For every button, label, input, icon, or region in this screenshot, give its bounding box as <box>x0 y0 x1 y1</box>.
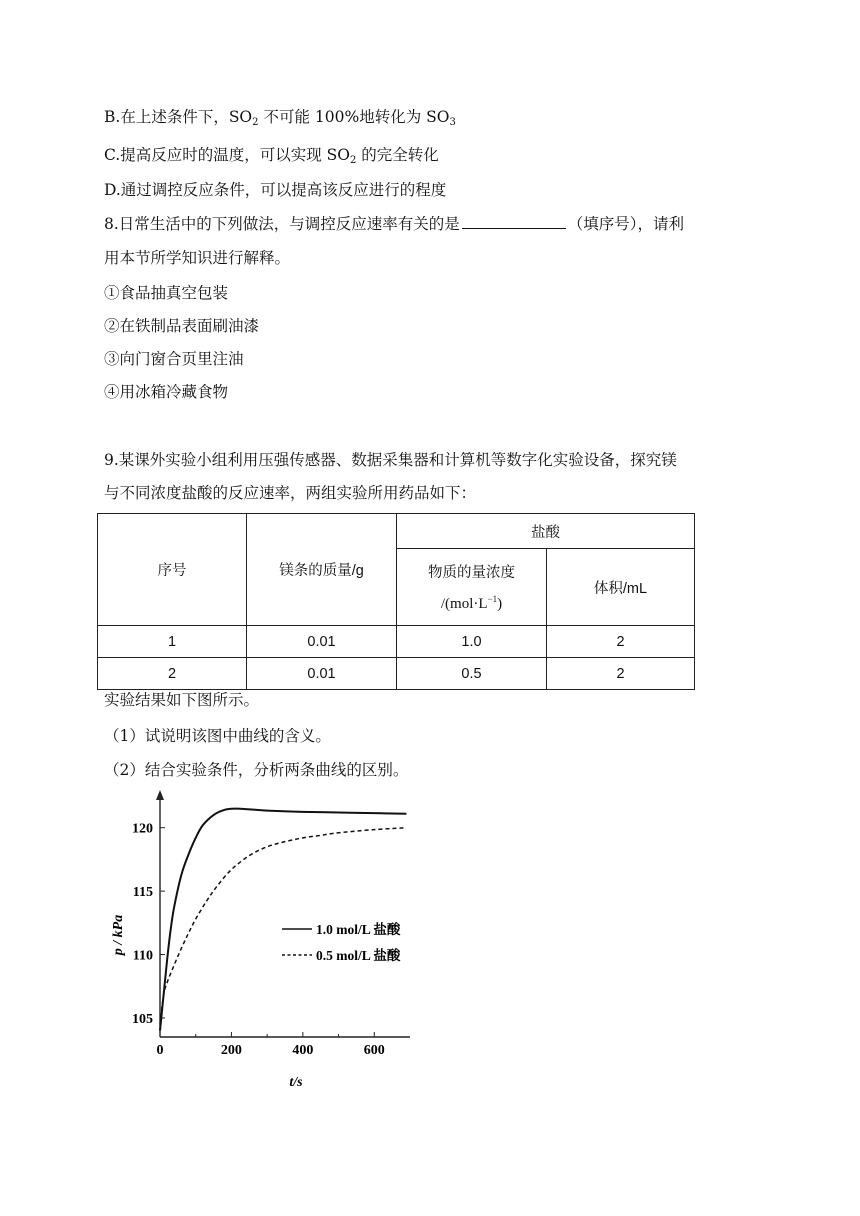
y-tick-label: 120 <box>132 821 153 837</box>
header-acid: 盐酸 <box>397 514 695 549</box>
option-d: D.通过调控反应条件，可以提高该反应进行的程度 <box>104 181 447 199</box>
unit-close: ) <box>497 596 503 612</box>
table-row <box>98 626 695 658</box>
q8-item: ④用冰箱冷藏食物 <box>104 383 229 401</box>
legend-label: 1.0 mol/L 盐酸 <box>316 922 401 937</box>
x-tick-label: 0 <box>156 1043 164 1058</box>
option-c-text-1: C.提高反应时的温度，可以实现 SO <box>104 146 350 164</box>
q9-result: 实验结果如下图所示。 <box>104 691 260 709</box>
pressure-chart <box>104 790 424 1100</box>
x-tick-label: 400 <box>292 1043 314 1058</box>
cell-index: 2 <box>98 658 247 690</box>
q8-item: ②在铁制品表面刷油漆 <box>104 317 260 335</box>
chart-lines <box>160 809 406 1031</box>
table-row <box>98 658 695 690</box>
q8-text-1: 8.日常生活中的下列做法，与调控反应速率有关的是 <box>104 215 460 233</box>
legend-label: 0.5 mol/L 盐酸 <box>316 948 401 963</box>
chart-legend <box>282 921 401 963</box>
option-c-text-2: 的完全转化 <box>356 146 439 164</box>
q9-line-1: 9.某课外实验小组利用压强传感器、数据采集器和计算机等数字化实验设备，探究镁 <box>104 451 677 469</box>
y-axis-arrow <box>156 790 164 800</box>
q8-item: ③向门窗合页里注油 <box>104 350 244 368</box>
header-volume: 体积/mL <box>547 549 695 626</box>
cell-concentration: 1.0 <box>397 626 547 658</box>
x-tick-label: 200 <box>220 1043 242 1058</box>
y-tick-label: 115 <box>132 885 153 901</box>
header-concentration-unit <box>397 596 546 613</box>
cell-concentration: 0.5 <box>397 658 547 690</box>
y-tick-label: 105 <box>132 1011 153 1027</box>
y-axis-label: p / kPa <box>111 914 126 956</box>
q8-text-2: （填序号），请利 <box>567 215 685 233</box>
header-mass: 镁条的质量/g <box>247 514 397 626</box>
q9-line-2: 与不同浓度盐酸的反应速率，两组实验所用药品如下： <box>104 484 477 502</box>
q9-sub-1: （1）试说明该图中曲线的含义。 <box>104 727 331 745</box>
q8-line-2: 用本节所学知识进行解释。 <box>104 249 291 267</box>
x-axis-label: t/s <box>289 1075 303 1090</box>
q9-sub-2: （2）结合实验条件，分析两条曲线的区别。 <box>104 761 409 779</box>
y-tick-label: 110 <box>132 948 153 964</box>
q8-item: ①食品抽真空包装 <box>104 284 229 302</box>
answer-blank[interactable] <box>462 214 566 229</box>
x-tick-label: 600 <box>363 1043 385 1058</box>
cell-mass: 0.01 <box>247 658 397 690</box>
header-concentration <box>397 549 547 626</box>
cell-volume: 2 <box>547 658 695 690</box>
cell-mass: 0.01 <box>247 626 397 658</box>
q8-line-1 <box>104 214 684 234</box>
option-c <box>104 145 439 165</box>
option-b <box>104 107 456 127</box>
option-b-text-1: B.在上述条件下，SO <box>104 108 253 126</box>
unit-sup: −1 <box>487 594 498 604</box>
option-b-sub-2: 3 <box>449 117 456 128</box>
header-concentration-label: 物质的量浓度 <box>428 565 515 581</box>
option-b-text-2: 不可能 100%地转化为 SO <box>258 108 450 126</box>
cell-index: 1 <box>98 626 247 658</box>
unit-text: /(mol·L <box>440 596 488 612</box>
reagent-table <box>97 513 695 690</box>
option-c-sub-1: 2 <box>350 155 357 166</box>
header-index: 序号 <box>98 514 247 626</box>
option-b-sub-1: 2 <box>252 117 259 128</box>
cell-volume: 2 <box>547 626 695 658</box>
chart-axes <box>156 790 410 1037</box>
